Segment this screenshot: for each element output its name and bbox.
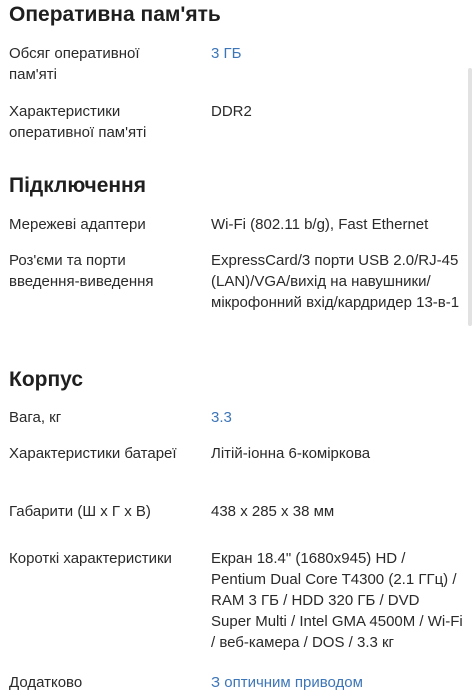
spec-value-weight-link[interactable]: 3.3 xyxy=(211,409,232,426)
spec-label-network: Мережеві адаптери xyxy=(9,216,146,233)
spec-value-ram-size-link[interactable]: 3 ГБ xyxy=(211,45,242,62)
spec-label-weight: Вага, кг xyxy=(9,409,62,426)
spec-value-ram-type: DDR2 xyxy=(211,103,252,120)
spec-label-ram-size: Обсяг оперативної пам'яті xyxy=(9,45,140,83)
section-title-case: Корпус xyxy=(9,368,83,391)
spec-label-ports: Роз'єми та порти введення-виведення xyxy=(9,252,154,290)
spec-value-summary: Екран 18.4" (1680x945) HD / Pentium Dual Core T4300 (2.1 ГГц) / RAM 3 ГБ / HDD 320 ГБ / DVD Super Multi / Intel GMA 4500M / Wi-Fi / веб-камера / DOS / 3.3 кг xyxy=(211,550,463,651)
spec-label-extra: Додатково xyxy=(9,674,83,691)
spec-label-summary: Короткі характеристики xyxy=(9,550,172,567)
section-title-ram: Оперативна пам'ять xyxy=(9,3,221,26)
spec-value-battery: Літій-іонна 6-коміркова xyxy=(211,445,371,462)
spec-label-battery: Характеристики батареї xyxy=(9,445,177,462)
scrollbar[interactable] xyxy=(468,68,472,326)
spec-value-dimensions: 438 x 285 x 38 мм xyxy=(211,503,335,520)
spec-value-ports: ExpressCard/3 порти USB 2.0/RJ-45 (LAN)/VGA/вихід на навушники/мікрофонний вхід/кардридер 13-в-1 xyxy=(211,252,460,311)
section-title-connectivity: Підключення xyxy=(9,174,146,197)
spec-value-extra-link[interactable]: З оптичним приводом xyxy=(211,674,363,691)
spec-value-network: Wi-Fi (802.11 b/g), Fast Ethernet xyxy=(211,216,429,233)
spec-label-ram-type: Характеристики оперативної пам'яті xyxy=(9,103,147,141)
spec-label-dimensions: Габарити (Ш х Г х В) xyxy=(9,503,151,520)
